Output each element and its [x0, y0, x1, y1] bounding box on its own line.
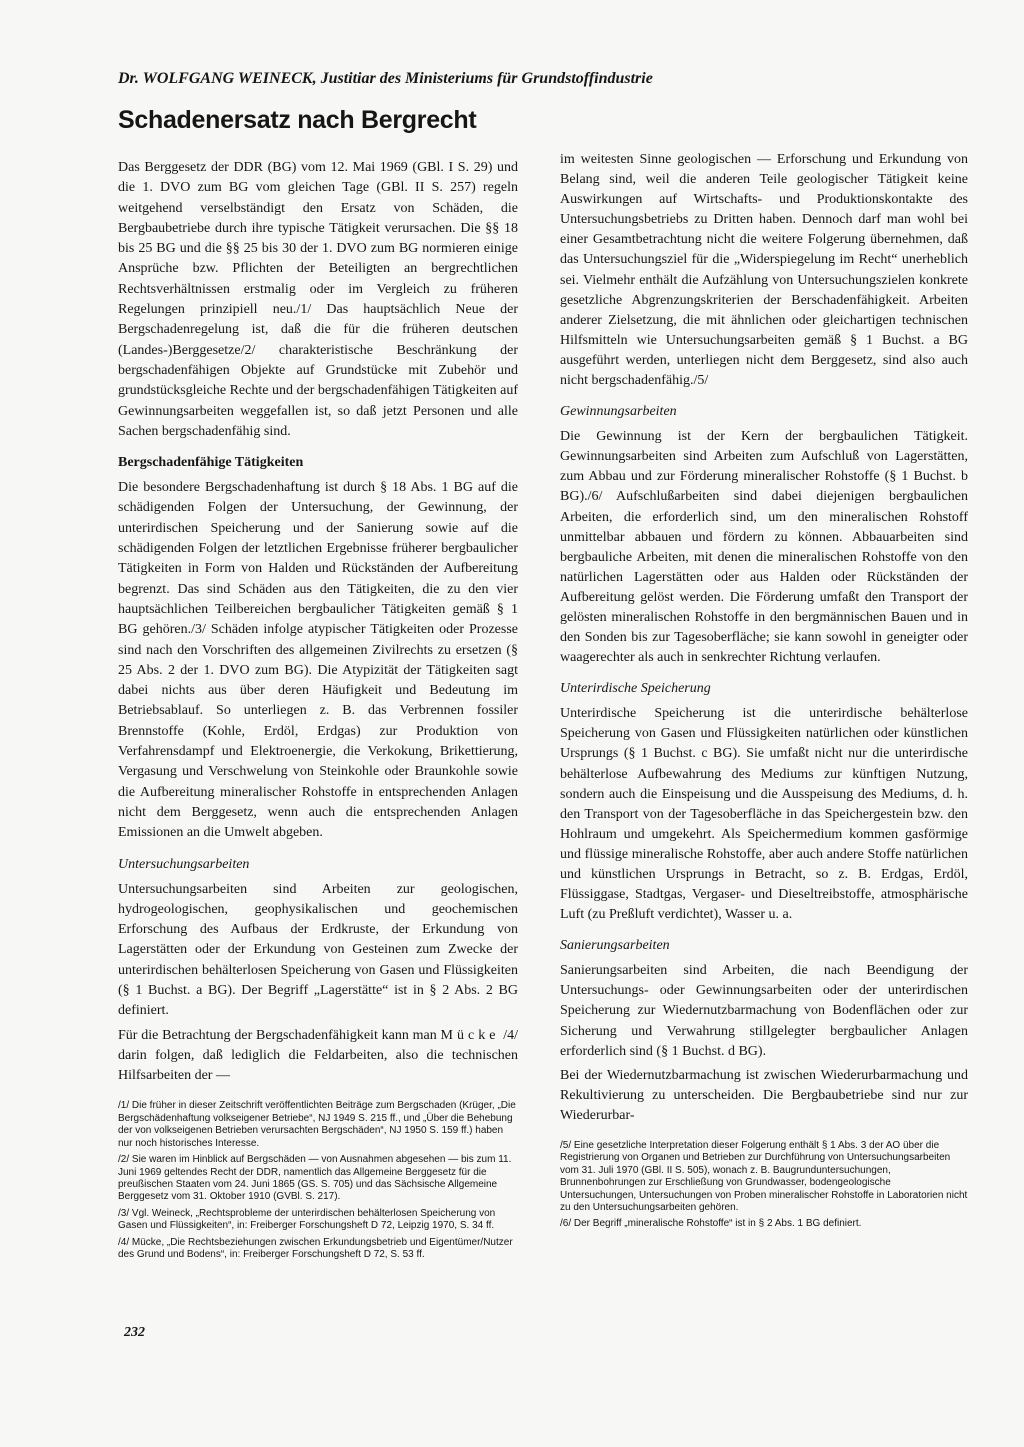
footnote: /2/ Sie waren im Hinblick auf Bergschäden — von Ausnahmen abgesehen — bis zum 11. Juni 1969 geltendes Recht der DDR, namentlich das Allgemeine Berggesetz für die preußischen Staaten vom 24. Juni 1865 (GS. S. 705) und das Sächsische Allgemeine Berggesetz vom 31. Oktober 1910 (GVBl. S. 217).: [118, 1154, 512, 1203]
footnote: /4/ Mücke, „Die Rechtsbeziehungen zwischen Erkundungsbetrieb und Eigentümer/Nutzer des Grund und Bodens“, in: Freiberger Forschungsheft D 72, S. 53 ff.: [118, 1236, 513, 1260]
footnote: /1/ Die früher in dieser Zeitschrift veröffentlichten Beiträge zum Bergschaden (Krüger, „Die Bergschädenhaftung volkseigener Betriebe“, NJ 1949 S. 215 ff., und „Über die Behebung der von volkseigenen Betrieben verursachten Bergschäden“, NJ 1950 S. 159 ff.) haben nur noch historisches Interesse.: [118, 1100, 516, 1149]
footnotes: [560, 1140, 968, 1231]
paragraph: Bei der Wiedernutzbarmachung ist zwischen Wiederurbarmachung und Rekultivierung zu unterscheiden. Die Bergbaubetriebe sind nur zur Wiederurbar-: [560, 1067, 968, 1123]
subsection-heading: Unterirdische Speicherung: [560, 681, 711, 697]
paragraph: Unterirdische Speicherung ist die unterirdische behälterlose Speicherung von Gasen und Flüssigkeiten natürlichen oder künstlichen Ursprungs (§ 1 Buchst. c BG). Sie umfaßt nicht nur die unterirdische behälterlose Aufbewahrung des Mediums zur künftigen Nutzung, sondern auch die Einspeisung und die Ausspeisung des Mediums, d. h. den Transport von der Tagesoberfläche in das Speichergestein bzw. den Hohlraum und umgekehrt. Als Speichermedium kommen gasförmige und flüssige mineralische Rohstoffe, aber auch andere Stoffe natürlichen und künstlichen Ursprungs in Betracht, so z. B. Erdgas, Erdöl, Flüssiggase, Stadtgas, Vergaser- und Dieseltreibstoffe, atmosphärische Luft (zu Preßluft verdichtet), Wasser u. a.: [560, 706, 968, 923]
paragraph: im weitesten Sinne geologischen — Erforschung und Erkundung von Belang sind, weil die anderen Teile geologischer Tätigkeit keine Auswirkungen auf Wirtschafts- und Produktionskontakte des Untersuchungsbetriebs zu Dritten haben. Dennoch darf man wohl bei einer Gesamtbetrachtung nicht die weitere Folgerung übernehmen, daß das Untersuchungsziel für die „Widerspiegelung im Recht“ unerheblich sei. Vielmehr enthält die Aufzählung von Untersuchungszielen konkrete gesetzliche Abgrenzungskriterien der Berschadenfähigkeit. Arbeiten anderer Zielsetzung, die mit ähnlichen oder gleichartigen technischen Hilfsmitteln wie Untersuchungsarbeiten gemäß § 1 Buchst. a BG ausgeführt werden, unterliegen nicht dem Berggesetz, sind also auch nicht bergschadenfähig./5/: [560, 152, 968, 389]
paragraph: Die besondere Bergschadenhaftung ist durch § 18 Abs. 1 BG auf die schädigenden Folgen der Untersuchung, der Gewinnung, der unterirdischen Speicherung und der Sanierung sowie auf die schädigenden Folgen der letztlichen Ergebnisse früherer bergbaulicher Tätigkeiten in Form von Halden und Rückständen der Aufbereitung begrenzt. Das sind Schäden aus den Tätigkeiten, die zu den vier hauptsächlichen Teilbereichen bergbaulicher Tätigkeiten gemäß § 1 BG gehören./3/ Schäden infolge atypischer Tätigkeiten oder Prozesse sind nach den Vorschriften des allgemeinen Zivilrechts zu ersetzen (§ 25 Abs. 2 der 1. DVO zum BG). Die Atypizität der Tätigkeiten sagt dabei nichts aus über deren Häufigkeit und Bedeutung im Betriebsablauf. So unterliegen z. B. das Verbrennen fossiler Brennstoffe (Kohle, Erdöl, Erdgas) zur Produktion von Verfahrensdampf und Elektroenergie, die Verkokung, Brikettierung, Vergasung und Verschwelung von Steinkohle oder Braunkohle sowie die Aufbereitung mineralischer Rohstoffe in entsprechenden Anlagen nicht dem Berggesetz, wenn auch die entsprechenden Anlagen Emissionen an die Umwelt abgeben.: [118, 480, 518, 841]
footnote: /5/ Eine gesetzliche Interpretation dieser Folgerung enthält § 1 Abs. 3 der AO über die Registrierung von Organen und Betrieben zur Durchführung von Untersuchungsarbeiten vom 31. Juli 1970 (GBl. II S. 505), wonach z. B. Baugrunduntersuchungen, Brunnenbohrungen zur Erschließung von Grundwasser, bodengeologische Untersuchungen, Untersuchungen von Proben mineralischer Rohstoffe in Laboratorien nicht zu den Untersuchungsarbeiten gehören.: [560, 1140, 968, 1214]
text-run: Für die Betrachtung der Bergschadenfähigkeit kann man: [118, 1027, 437, 1043]
author-byline: Dr. WOLFGANG WEINECK, Justitiar des Ministeriums für Grundstoffindustrie: [118, 70, 653, 87]
paragraph: Sanierungsarbeiten sind Arbeiten, die nach Beendigung der Untersuchungs- oder Gewinnungsarbeiten oder der unterirdischen Speicherung zur Wiedernutzbarmachung von Bodenflächen oder zur Sicherung und Verwahrung stillgelegter bergbaulicher Anlagen erforderlich sind (§ 1 Buchst. d BG).: [560, 963, 968, 1059]
paragraph: Die Gewinnung ist der Kern der bergbaulichen Tätigkeit. Gewinnungsarbeiten sind Arbeiten zum Aufschluß von Lagerstätten, zum Abbau und zur Förderung mineralischer Rohstoffe (§ 1 Buchst. b BG)./6/ Aufschlußarbeiten sind dabei diejenigen bergbaulichen Arbeiten, die erforderlich sind, um den mineralischen Rohstoff unmittelbar abbauen und fördern zu können. Abbauarbeiten sind bergbauliche Arbeiten, mit denen die mineralischen Rohstoffe von den natürlichen Lagerstätten oder aus Halden oder Rückständen der Aufbereitung gelöst werden. Die Förderung umfaßt den Transport der gelösten mineralischen Rohstoffe in den bergmännischen Bauen und in den Sonden bis zur Tagesoberfläche; sie kann sowohl in geneigter oder waagerechter als auch in senkrechter Richtung verlaufen.: [560, 429, 968, 666]
footnote: /6/ Der Begriff „mineralische Rohstoffe“ ist in § 2 Abs. 1 BG definiert.: [560, 1218, 862, 1230]
article-title: Schadenersatz nach Bergrecht: [118, 106, 477, 134]
text-run: /4/ darin folgen, daß lediglich die Feldarbeiten, also die technischen Hilfsarbeiten der —: [118, 1027, 518, 1084]
right-column: [560, 150, 968, 1235]
page-number: 232: [124, 1325, 145, 1340]
footnote: /3/ Vgl. Weineck, „Rechtsprobleme der unterirdischen behälterlosen Speicherung von Gasen und Flüssigkeiten“, in: Freiberger Forschungsheft D 72, Leipzig 1970, S. 34 ff.: [118, 1207, 496, 1232]
footnotes: [118, 1100, 518, 1261]
cited-author: Mücke: [440, 1027, 500, 1043]
left-column: [118, 158, 518, 1265]
section-heading: Bergschadenfähige Tätigkeiten: [118, 455, 304, 471]
subsection-heading: Untersuchungsarbeiten: [118, 856, 250, 872]
paragraph: Untersuchungsarbeiten sind Arbeiten zur geologischen, hydrogeologischen, geophysikalischen und geochemischen Erforschung des Aufbaus der Erdkruste, der Erkundung von Lagerstätten oder der Erkundung von Gesteinen zum Zwecke der unterirdischen behälterlosen Speicherung von Gasen und Flüssigkeiten (§ 1 Buchst. a BG). Der Begriff „Lagerstätte“ ist in § 2 Abs. 2 BG definiert.: [118, 881, 518, 1019]
subsection-heading: Gewinnungsarbeiten: [560, 404, 677, 420]
subsection-heading: Sanierungsarbeiten: [560, 938, 670, 954]
paragraph: [118, 1026, 518, 1087]
paragraph: Das Berggesetz der DDR (BG) vom 12. Mai 1969 (GBl. I S. 29) und die 1. DVO zum BG vom gleichen Tage (GBl. II S. 257) regeln weitgehend verselbständigt den Ersatz von Schäden, die Bergbaubetriebe durch ihre typische Tätigkeit verursachen. Die §§ 18 bis 25 BG und die §§ 25 bis 30 der 1. DVO zum BG normieren einige Ansprüche bzw. Pflichten der Beteiligten an bergrechtlichen Rechtsverhältnissen erstmalig oder im Vergleich zu früheren Regelungen prinzipiell neu./1/ Das hauptsächlich Neue der Bergschadenregelung ist, daß die für die früheren deutschen (Landes-)Berggesetze/2/ charakteristische Beschränkung der bergschadenfähigen Objekte auf Grundstücke mit Zubehör und grundstücksgleiche Rechte und der bergschadenfähigen Tätigkeiten auf Gewinnungsarbeiten weggefallen ist, so daß jetzt Personen und alle Sachen bergschadenfähig sind.: [118, 160, 518, 439]
